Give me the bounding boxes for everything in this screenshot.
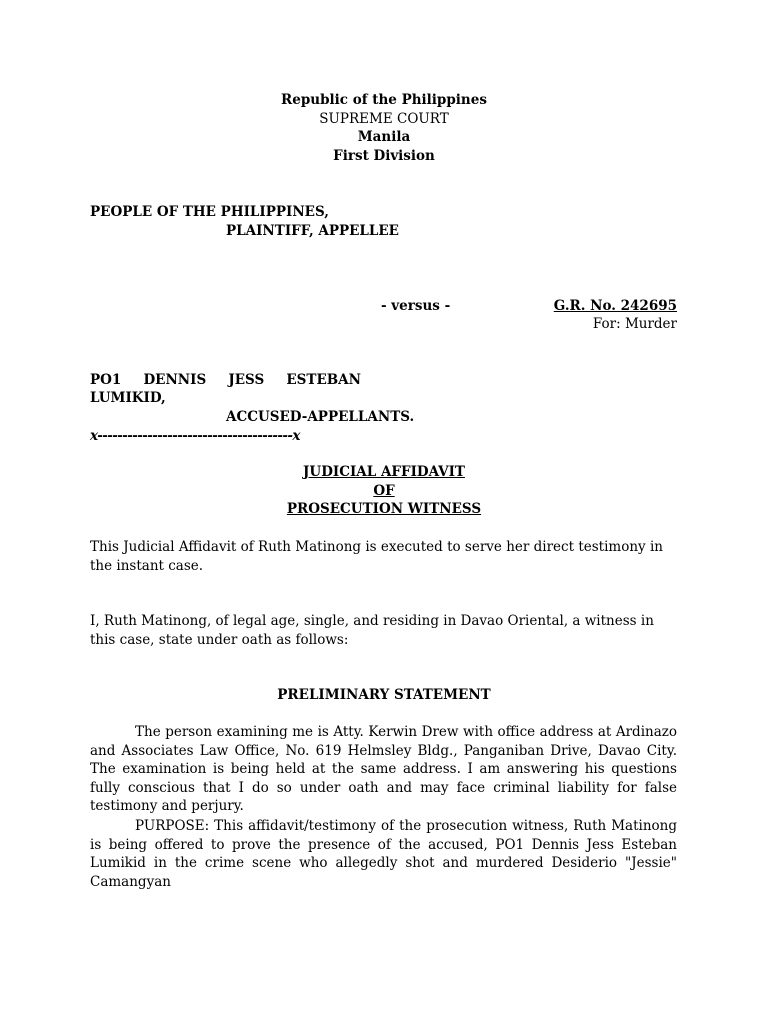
section-heading: PRELIMINARY STATEMENT (277, 687, 491, 703)
accused-word: PO1 (90, 372, 122, 388)
accused-word: JESS (228, 372, 265, 388)
affidavit-title-line2: OF (373, 483, 395, 499)
examiner-paragraph: The person examining me is Atty. Kerwin Drew with office address at Ardinazo and Associates Law Office, No. 619 Helmsley Bldg., Panganiban Drive, Davao City. The examination is being held at the same address. I am answering his questions fully conscious that I do so under oath and may face criminal liability for false testimony and perjury. (90, 724, 677, 814)
case-nature: For: Murder (592, 316, 677, 332)
accused-role: ACCUSED-APPELLANTS. (226, 409, 415, 425)
plaintiff-name: PEOPLE OF THE PHILIPPINES, (90, 204, 329, 220)
header-court: SUPREME COURT (319, 111, 449, 127)
purpose-paragraph: PURPOSE: This affidavit/testimony of the prosecution witness, Ruth Matinong is being offered to prove the presence of the accused, PO1 Dennis Jess Esteban Lumikid in the crime scene who allegedly shot and murdered Desiderio "Jessie" Camangyan (90, 818, 677, 890)
caption-separator: x---------------------------------------x (90, 428, 300, 444)
affidavit-title-line3: PROSECUTION WITNESS (286, 501, 482, 517)
accused-word: DENNIS (143, 372, 207, 388)
case-number: G.R. No. 242695 (553, 298, 677, 314)
accused-surname: LUMIKID, (90, 390, 166, 406)
header-division: First Division (333, 148, 435, 164)
intro-paragraph: This Judicial Affidavit of Ruth Matinong is executed to serve her direct testimony in the instant case. (90, 539, 663, 574)
affidavit-title-line1: JUDICIAL AFFIDAVIT (303, 464, 465, 480)
header-republic: Republic of the Philippines (281, 92, 487, 108)
header-city: Manila (357, 129, 411, 145)
plaintiff-role: PLAINTIFF, APPELLEE (226, 223, 399, 239)
accused-word: ESTEBAN (286, 372, 361, 388)
accused-name-line (90, 371, 361, 389)
oath-paragraph: I, Ruth Matinong, of legal age, single, and residing in Davao Oriental, a witness in this case, state under oath as follows: (90, 613, 654, 648)
versus-label: - versus - (381, 298, 451, 314)
